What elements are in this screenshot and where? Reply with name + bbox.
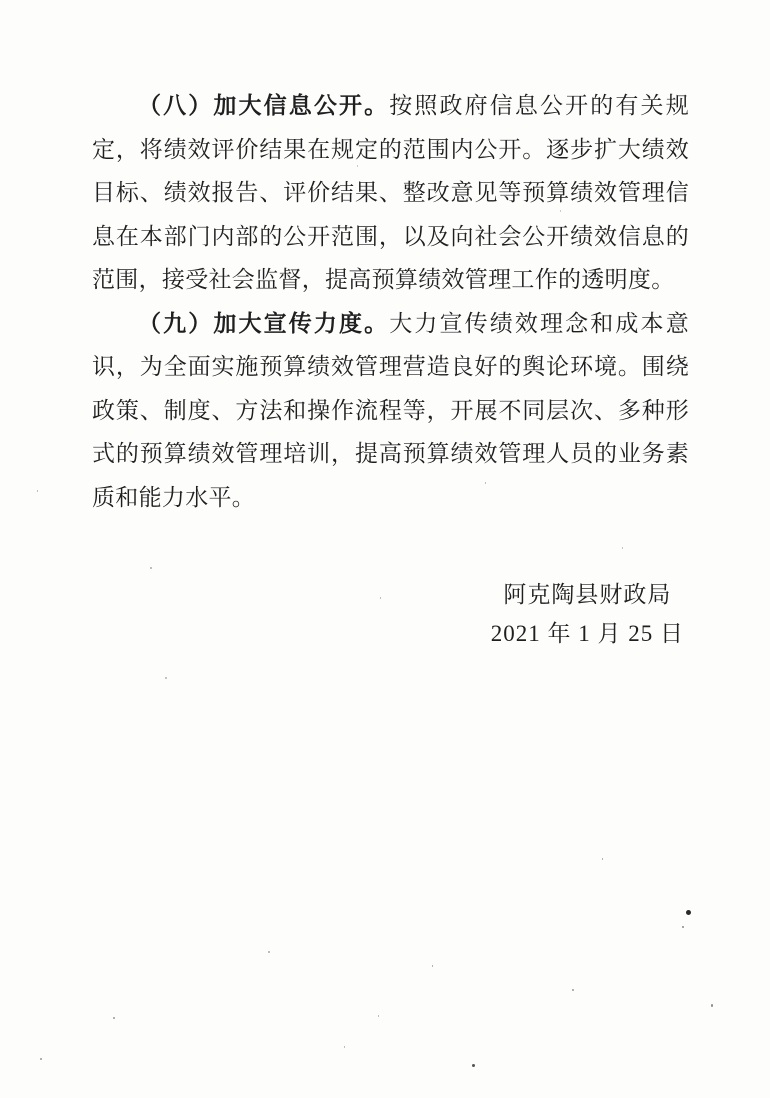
- scan-speck: [165, 677, 167, 679]
- scan-speck: [711, 1004, 713, 1007]
- scan-speck: [380, 597, 381, 599]
- scan-speck: [686, 910, 691, 915]
- scan-speck: [357, 165, 358, 167]
- signature-block: [491, 575, 684, 653]
- paragraph-9-lead: （九）加大宣传力度。: [138, 310, 390, 336]
- scan-speck: [113, 1017, 115, 1019]
- paragraph-8: [92, 84, 689, 302]
- scan-speck: [150, 567, 152, 569]
- signature-date: 2021 年 1 月 25 日: [490, 621, 684, 646]
- scan-speck: [682, 926, 684, 928]
- scan-speck: [40, 1058, 42, 1060]
- scan-speck: [268, 951, 270, 953]
- document-body: [92, 84, 689, 519]
- scan-speck: [485, 482, 486, 484]
- scan-speck: [344, 1046, 345, 1048]
- scan-speck: [37, 490, 38, 492]
- paragraph-9: [92, 302, 689, 520]
- scan-speck: [622, 547, 623, 549]
- paragraph-8-body: 按照政府信息公开的有关规定，将绩效评价结果在规定的范围内公开。逐步扩大绩效目标、绩效报告、评价结果、整改意见等预算绩效管理信息在本部门内部的公开范围，以及向社会公开绩效信息的范围，接受社会监督，提高预算绩效管理工作的透明度。: [92, 93, 689, 292]
- paragraph-8-lead: （八）加大信息公开。: [138, 93, 390, 118]
- scan-speck: [602, 858, 603, 860]
- scan-speck: [472, 1064, 475, 1067]
- scan-speck: [378, 1015, 379, 1017]
- scan-speck: [560, 210, 561, 212]
- signature-organization: 阿克陶县财政局: [503, 582, 672, 607]
- scan-speck: [572, 989, 574, 991]
- scan-speck: [432, 965, 433, 967]
- paragraph-9-body: 大力宣传绩效理念和成本意识，为全面实施预算绩效管理营造良好的舆论环境。围绕政策、制度、方法和操作流程等，开展不同层次、多种形式的预算绩效管理培训，提高预算绩效管理人员的业务素质和能力水平。: [92, 310, 689, 510]
